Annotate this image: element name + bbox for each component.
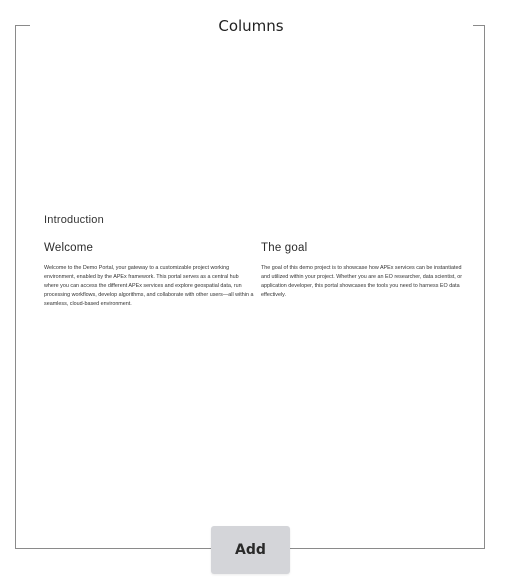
column-right-text: The goal of this demo project is to showcase how APEx services can be instantiated and utilized within your project. Whether you are an EO researcher, data scientist, or application developer, this portal showcases the tools you need to harness EO data effectively. xyxy=(261,265,463,298)
fieldset-legend: Columns xyxy=(218,17,284,35)
add-button[interactable]: Add xyxy=(211,526,290,574)
column-left xyxy=(44,242,254,309)
column-right xyxy=(261,242,471,300)
column-left-heading: Welcome xyxy=(44,242,94,254)
column-left-text: Welcome to the Demo Portal, your gateway to a customizable project working environment, enabled by the APEx framework. This portal serves as a central hub where you can access the different APEx services and explore geospatial data, run processing workflows, develop algorithms, and collaborate with other users—all within a seamless, cloud-based environment. xyxy=(44,265,254,307)
column-right-heading: The goal xyxy=(261,242,308,254)
section-heading: Introduction xyxy=(44,214,104,226)
